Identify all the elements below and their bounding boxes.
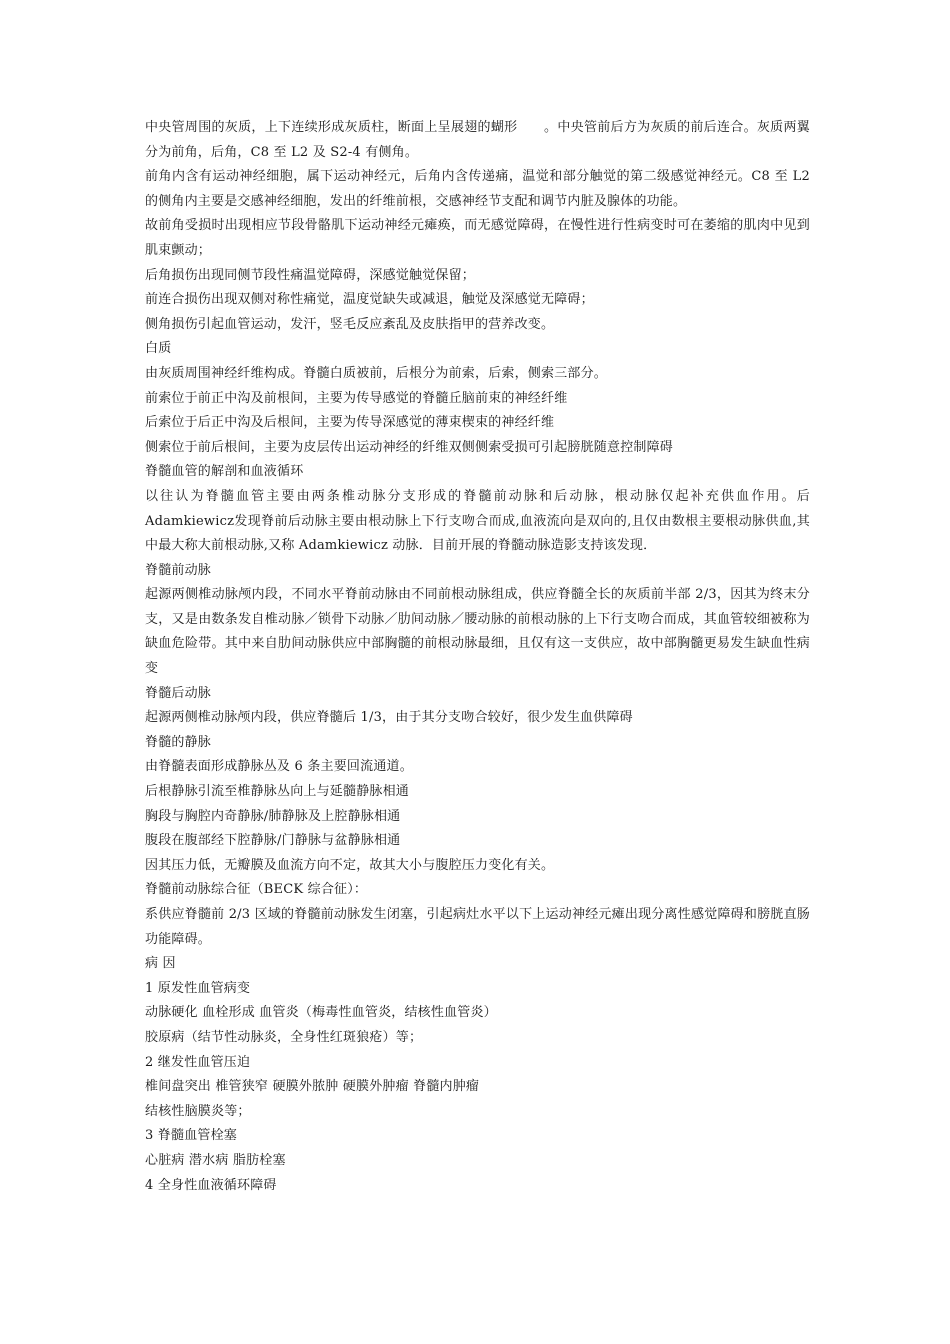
paragraph: 前连合损伤出现双侧对称性痛觉，温度觉缺失或减退，触觉及深感觉无障碍； bbox=[145, 292, 594, 308]
paragraph: 胸段与胸腔内奇静脉/肺静脉及上腔静脉相通 bbox=[145, 808, 401, 824]
paragraph: 胶原病（结节性动脉炎，全身性红斑狼疮）等； bbox=[145, 1029, 423, 1045]
paragraph: 后索位于后正中沟及后根间，主要为传导深感觉的薄束楔束的神经纤维 bbox=[145, 415, 555, 431]
paragraph: 侧角损伤引起血管运动，发汗，竖毛反应紊乱及皮肤指甲的营养改变。 bbox=[145, 316, 555, 332]
paragraph: 起源两侧椎动脉颅内段，供应脊髓后 1/3，由于其分支吻合较好，很少发生血供障碍 bbox=[145, 710, 633, 726]
paragraph: 病 因 bbox=[145, 956, 176, 972]
paragraph: 因其压力低，无瓣膜及血流方向不定，故其大小与腹腔压力变化有关。 bbox=[145, 857, 555, 873]
document-body bbox=[145, 116, 810, 1198]
paragraph: 故前角受损时出现相应节段骨骼肌下运动神经元瘫痪，而无感觉障碍，在慢性进行性病变时可在萎缩的肌肉中见到肌束颤动； bbox=[145, 218, 810, 258]
paragraph: 脊髓血管的解剖和血液循环 bbox=[145, 464, 304, 480]
paragraph: 2 继发性血管压迫 bbox=[145, 1054, 251, 1070]
paragraph: 腹段在腹部经下腔静脉/门静脉与盆静脉相通 bbox=[145, 833, 401, 849]
paragraph: 系供应脊髓前 2/3 区域的脊髓前动脉发生闭塞，引起病灶水平以下上运动神经元瘫出现分离性感觉障碍和膀胱直肠功能障碍。 bbox=[145, 907, 810, 947]
paragraph: 动脉硬化 血栓形成 血管炎（梅毒性血管炎，结核性血管炎） bbox=[145, 1005, 497, 1021]
paragraph: 椎间盘突出 椎管狭窄 硬膜外脓肿 硬膜外肿瘤 脊髓内肿瘤 bbox=[145, 1079, 480, 1095]
paragraph: 心脏病 潜水病 脂肪栓塞 bbox=[145, 1152, 286, 1168]
paragraph: 后角损伤出现同侧节段性痛温觉障碍，深感觉触觉保留； bbox=[145, 267, 476, 283]
paragraph: 结核性脑膜炎等； bbox=[145, 1103, 251, 1119]
paragraph: 侧索位于前后根间，主要为皮层传出运动神经的纤维双侧侧索受损可引起膀胱随意控制障碍 bbox=[145, 439, 674, 455]
paragraph: 脊髓后动脉 bbox=[145, 685, 212, 701]
paragraph: 前索位于前正中沟及前根间，主要为传导感觉的脊髓丘脑前束的神经纤维 bbox=[145, 390, 568, 406]
paragraph: 脊髓的静脉 bbox=[145, 734, 212, 750]
paragraph: 脊髓前动脉 bbox=[145, 562, 212, 578]
paragraph: 起源两侧椎动脉颅内段，不同水平脊前动脉由不同前根动脉组成，供应脊髓全长的灰质前半部 2/3，因其为终末分支，又是由数条发自椎动脉／锁骨下动脉／肋间动脉／腰动脉的前根动脉的上下行支吻合而成，其血管较细被称为缺血危险带。其中来自肋间动脉供应中部胸髓的前根动脉最细，且仅有这一支供应，故中部胸髓更易发生缺血性病变 bbox=[145, 587, 810, 677]
paragraph: 以往认为脊髓血管主要由两条椎动脉分支形成的脊髓前动脉和后动脉，根动脉仅起补充供血作用。后 Adamkiewicz发现脊前后动脉主要由根动脉上下行支吻合而成,血液流向是双向的,且仅由数根主要根动脉供血,其中最大称大前根动脉,又称 Adamkiewicz 动脉．目前开展的脊髓动脉造影支持该发现． bbox=[145, 488, 810, 554]
paragraph: 由灰质周围神经纤维构成。脊髓白质被前，后根分为前索，后索，侧索三部分。 bbox=[145, 365, 608, 381]
paragraph: 后根静脉引流至椎静脉丛向上与延髓静脉相通 bbox=[145, 784, 410, 800]
paragraph: 前角内含有运动神经细胞，属下运动神经元，后角内含传递痛，温觉和部分触觉的第二级感觉神经元。C8 至 L2 的侧角内主要是交感神经细胞，发出的纤维前根，交感神经节支配和调节内脏及腺体的功能。 bbox=[145, 169, 810, 209]
paragraph: 白质 bbox=[145, 341, 172, 357]
paragraph: 由脊髓表面形成静脉丛及 6 条主要回流通道。 bbox=[145, 759, 413, 775]
paragraph: 3 脊髓血管栓塞 bbox=[145, 1128, 238, 1144]
paragraph: 4 全身性血液循环障碍 bbox=[145, 1177, 277, 1193]
paragraph: 脊髓前动脉综合征（BECK 综合征）： bbox=[145, 882, 368, 898]
paragraph: 中央管周围的灰质，上下连续形成灰质柱，断面上呈展翅的蝴形 。中央管前后方为灰质的前后连合。灰质两翼分为前角，后角，C8 至 L2 及 S2-4 有侧角。 bbox=[145, 120, 810, 160]
paragraph: 1 原发性血管病变 bbox=[145, 980, 251, 996]
